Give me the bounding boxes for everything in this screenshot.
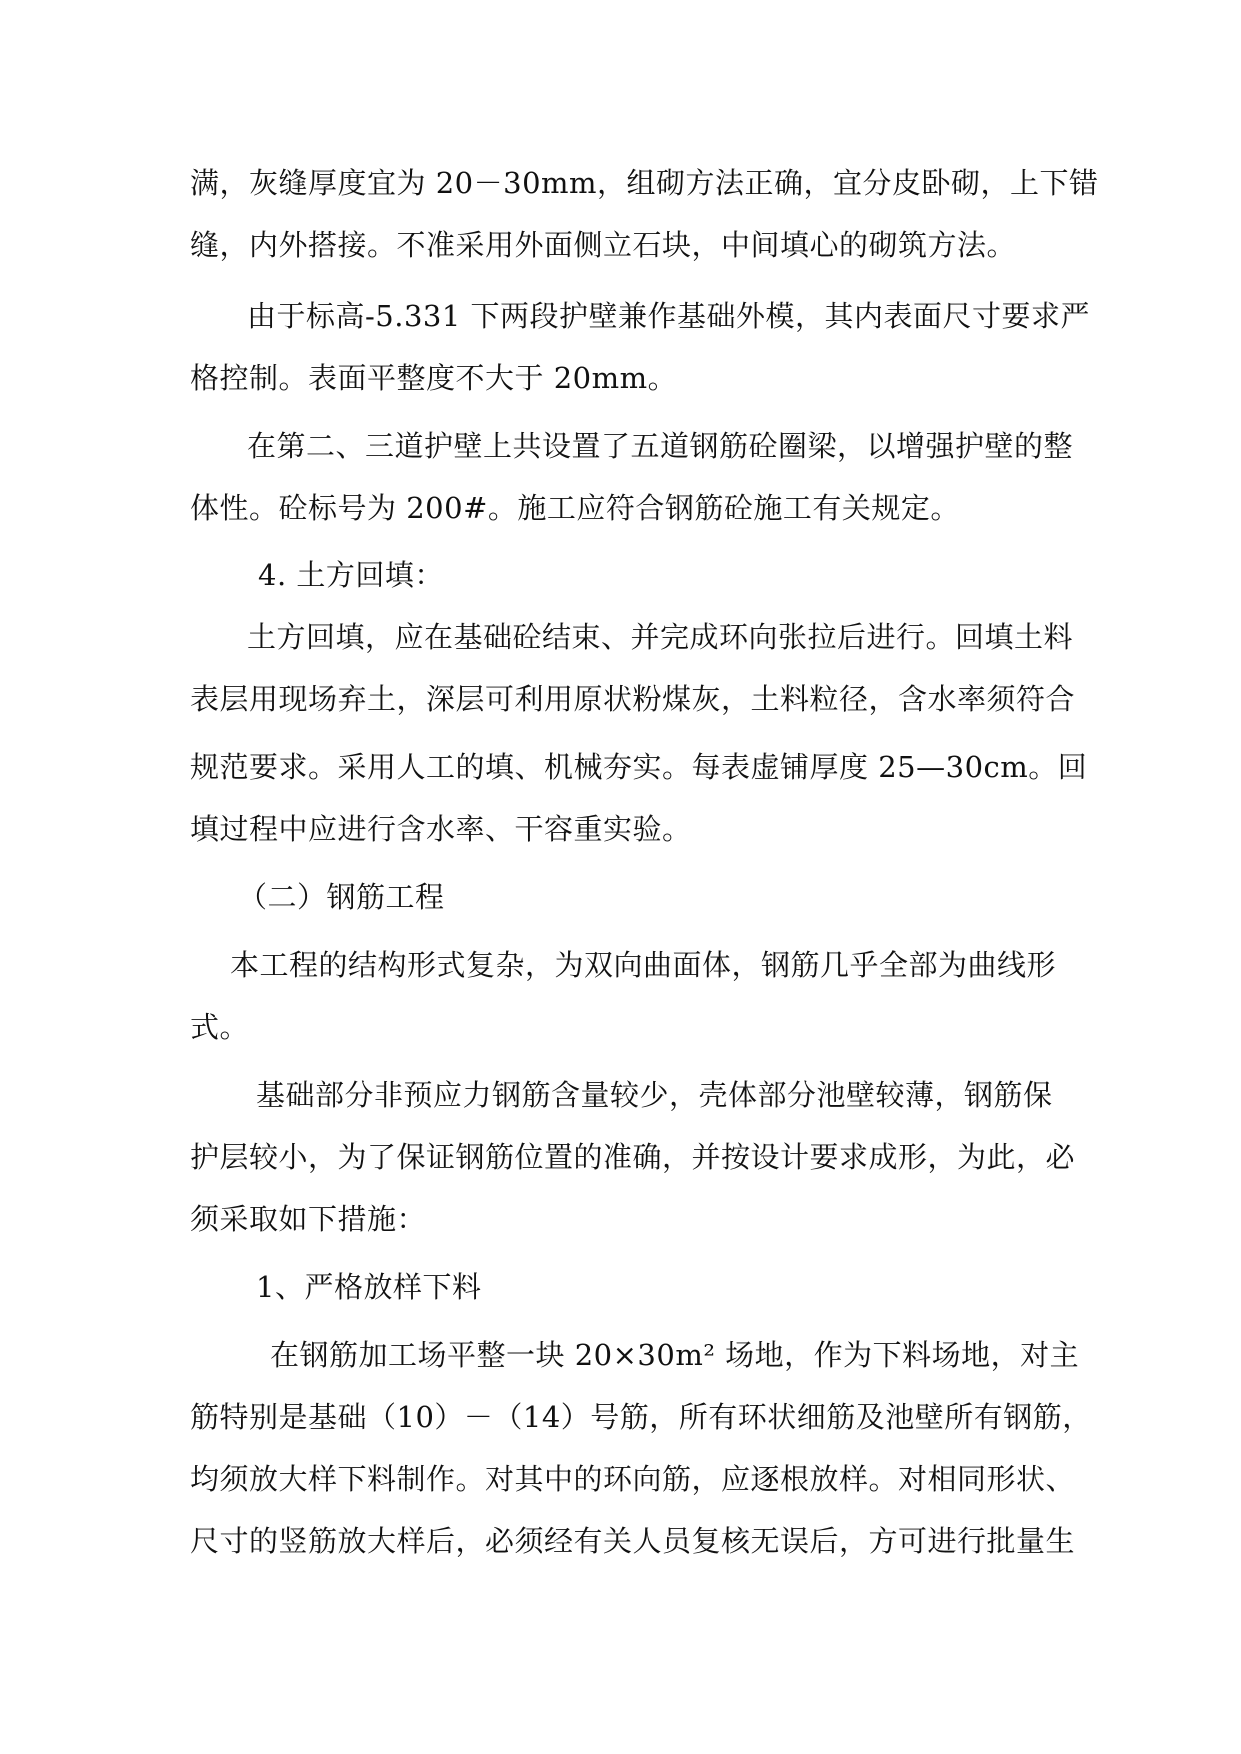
text-line: 本工程的结构形式复杂，为双向曲面体，钢筋几乎全部为曲线形 — [230, 948, 1057, 982]
text-line: 由于标高-5.331 下两段护壁兼作基础外模，其内表面尺寸要求严 — [247, 299, 1091, 333]
text-line: 式。 — [190, 1010, 250, 1044]
text-line: 满，灰缝厚度宜为 20－30mm，组砌方法正确，宜分皮卧砌，上下错 — [190, 166, 1099, 200]
text-line: 在钢筋加工场平整一块 20×30m² 场地，作为下料场地，对主 — [270, 1338, 1080, 1372]
section-heading: （二）钢筋工程 — [238, 880, 445, 914]
text-line: 体性。砼标号为 200#。施工应符合钢筋砼施工有关规定。 — [190, 491, 960, 525]
text-line: 在第二、三道护壁上共设置了五道钢筋砼圈梁，以增强护壁的整 — [247, 429, 1074, 463]
text-line: 表层用现场弃土，深层可利用原状粉煤灰，土料粒径，含水率须符合 — [190, 682, 1076, 716]
text-line: 护层较小，为了保证钢筋位置的准确，并按设计要求成形，为此，必 — [190, 1140, 1076, 1174]
section-heading: 1、严格放样下料 — [256, 1270, 482, 1304]
text-line: 土方回填，应在基础砼结束、并完成环向张拉后进行。回填土料 — [247, 620, 1074, 654]
text-line: 格控制。表面平整度不大于 20mm。 — [190, 361, 678, 395]
text-line: 规范要求。采用人工的填、机械夯实。每表虚铺厚度 25—30cm。回 — [190, 750, 1088, 784]
text-line: 均须放大样下料制作。对其中的环向筋，应逐根放样。对相同形状、 — [190, 1462, 1076, 1496]
section-heading: 4. 土方回填： — [258, 558, 444, 592]
text-line: 基础部分非预应力钢筋含量较少，壳体部分池壁较薄，钢筋保 — [256, 1078, 1053, 1112]
text-line: 须采取如下措施： — [190, 1202, 427, 1236]
text-line: 缝，内外搭接。不准采用外面侧立石块，中间填心的砌筑方法。 — [190, 228, 1017, 262]
text-line: 尺寸的竖筋放大样后，必须经有关人员复核无误后，方可进行批量生 — [190, 1524, 1076, 1558]
text-line: 筋特别是基础（10）－（14）号筋，所有环状细筋及池壁所有钢筋， — [190, 1400, 1092, 1434]
text-line: 填过程中应进行含水率、干容重实验。 — [190, 812, 692, 846]
